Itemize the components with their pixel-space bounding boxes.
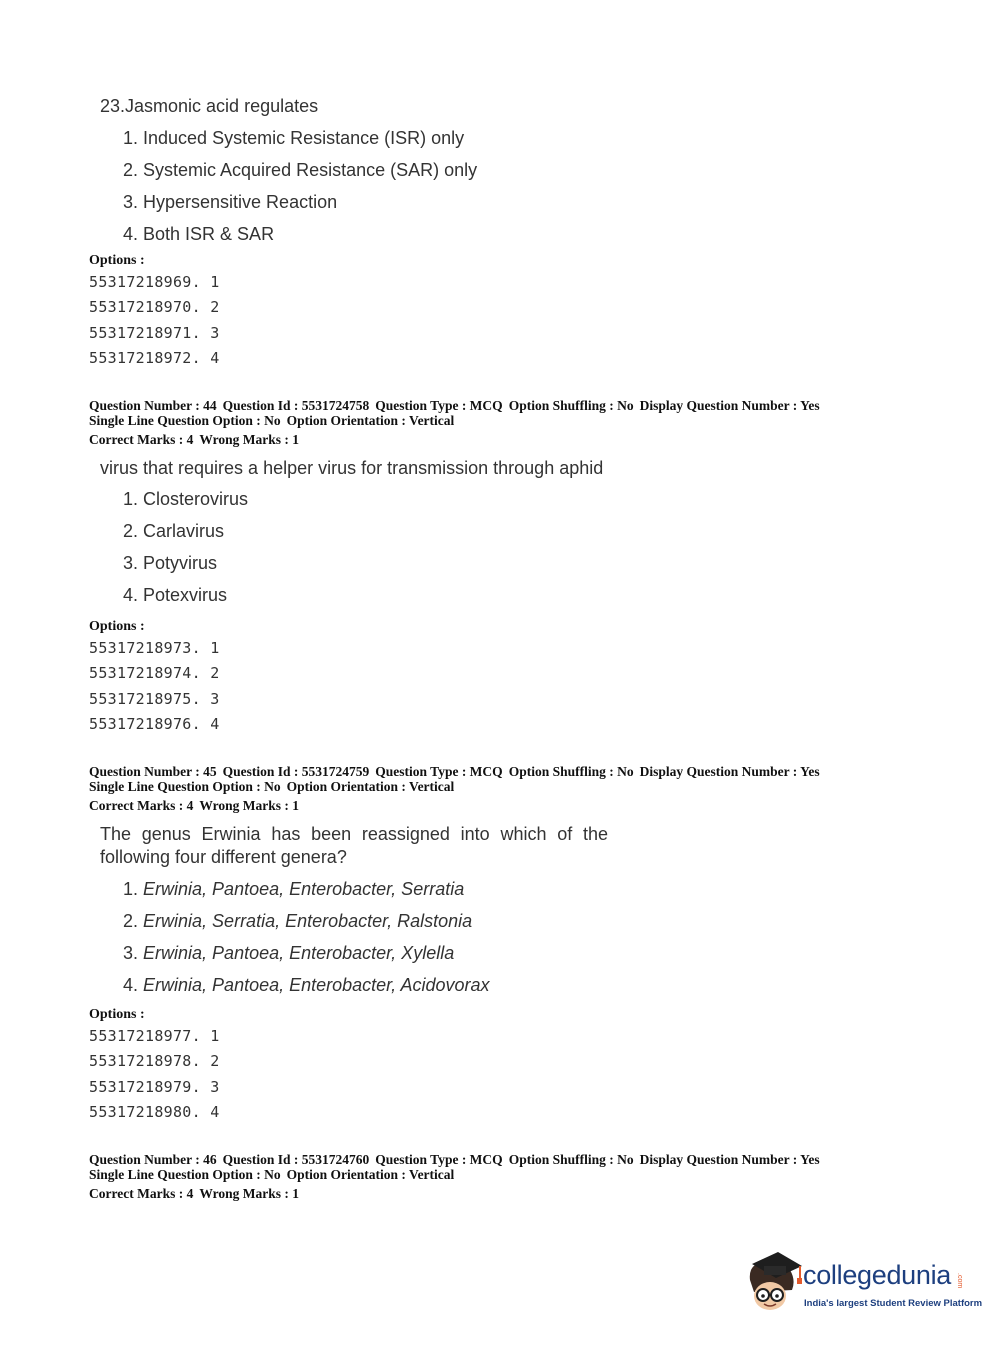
question-45-choice-4 [123, 975, 490, 996]
question-number: Question Number : 44 [89, 398, 217, 413]
question-44-option-id-4: 55317218976. 4 [89, 715, 220, 733]
option-orientation: Option Orientation : Vertical [286, 413, 455, 428]
wrong-marks: Wrong Marks : 1 [199, 798, 299, 813]
single-line-question-option: Single Line Question Option : No [89, 779, 281, 794]
question-45-option-id-2: 55317218978. 2 [89, 1052, 220, 1070]
question-type: Question Type : MCQ [375, 1152, 503, 1167]
single-line-question-option: Single Line Question Option : No [89, 1167, 281, 1182]
question-43-option-id-1: 55317218969. 1 [89, 273, 220, 291]
question-46-meta-line-2 [89, 1167, 454, 1182]
logo-domain-suffix: .com [956, 1273, 963, 1289]
choice-text: Erwinia, Pantoea, Enterobacter, Xylella [143, 943, 455, 963]
question-43-choice-1: 1. Induced Systemic Resistance (ISR) only [123, 128, 465, 148]
question-44-text: virus that requires a helper virus for transmission through aphid [100, 458, 604, 478]
wrong-marks: Wrong Marks : 1 [199, 1186, 299, 1201]
wrong-marks: Wrong Marks : 1 [199, 432, 299, 447]
question-43-choice-3: 3. Hypersensitive Reaction [123, 192, 338, 212]
choice-number: 1. [123, 879, 139, 899]
choice-text: Erwinia, Serratia, Enterobacter, Ralstonia [143, 911, 473, 931]
display-question-number: Display Question Number : Yes [639, 1152, 820, 1167]
question-44-choice-4: 4. Potexvirus [123, 585, 228, 605]
question-46-meta-line-1 [89, 1152, 820, 1167]
question-44-meta-line-1 [89, 398, 820, 413]
question-43-choice-4: 4. Both ISR & SAR [123, 224, 275, 244]
correct-marks: Correct Marks : 4 [89, 798, 194, 813]
question-44-meta-line-2 [89, 413, 454, 428]
question-id: Question Id : 5531724758 [222, 398, 370, 413]
choice-number: 3. [123, 943, 139, 963]
question-44-choice-2: 2. Carlavirus [123, 521, 225, 541]
choice-number: 4. [123, 975, 139, 995]
option-shuffling: Option Shuffling : No [508, 1152, 634, 1167]
option-shuffling: Option Shuffling : No [508, 398, 634, 413]
question-43-option-id-4: 55317218972. 4 [89, 349, 220, 367]
question-45-choice-3 [123, 943, 454, 964]
display-question-number: Display Question Number : Yes [639, 764, 820, 779]
question-number: Question Number : 45 [89, 764, 217, 779]
option-shuffling: Option Shuffling : No [508, 764, 634, 779]
question-45-meta-line-2 [89, 779, 454, 794]
question-44-meta-line-3 [89, 432, 299, 447]
question-44-choice-1: 1. Closterovirus [123, 489, 249, 509]
question-type: Question Type : MCQ [375, 398, 503, 413]
question-44-options-label: Options : [89, 619, 145, 634]
question-43-text: 23.Jasmonic acid regulates [100, 96, 319, 116]
question-44-option-id-3: 55317218975. 3 [89, 690, 220, 708]
question-45-option-id-3: 55317218979. 3 [89, 1078, 220, 1096]
correct-marks: Correct Marks : 4 [89, 432, 194, 447]
choice-number: 2. [123, 911, 139, 931]
question-46-meta-line-3 [89, 1186, 299, 1201]
collegedunia-logo [742, 1250, 983, 1320]
option-orientation: Option Orientation : Vertical [286, 779, 455, 794]
question-43-options-label: Options : [89, 253, 145, 268]
question-43-choice-2: 2. Systemic Acquired Resistance (SAR) only [123, 160, 478, 180]
question-44-option-id-2: 55317218974. 2 [89, 664, 220, 682]
question-45-option-id-1: 55317218977. 1 [89, 1027, 220, 1045]
question-45-choice-1 [123, 879, 464, 900]
question-id: Question Id : 5531724760 [222, 1152, 370, 1167]
single-line-question-option: Single Line Question Option : No [89, 413, 281, 428]
question-44-choice-3: 3. Potyvirus [123, 553, 218, 573]
correct-marks: Correct Marks : 4 [89, 1186, 194, 1201]
option-orientation: Option Orientation : Vertical [286, 1167, 455, 1182]
logo-tagline: India's largest Student Review Platform [804, 1298, 983, 1309]
question-44-option-id-1: 55317218973. 1 [89, 639, 220, 657]
question-number: Question Number : 46 [89, 1152, 217, 1167]
logo-wordmark: collegedunia [803, 1260, 952, 1290]
question-45-choice-2 [123, 911, 472, 932]
display-question-number: Display Question Number : Yes [639, 398, 820, 413]
question-43-option-id-2: 55317218970. 2 [89, 298, 220, 316]
question-type: Question Type : MCQ [375, 764, 503, 779]
question-45-option-id-4: 55317218980. 4 [89, 1103, 220, 1121]
question-45-text: The genus Erwinia has been reassigned into which of the following four different genera? [100, 824, 608, 867]
question-id: Question Id : 5531724759 [222, 764, 370, 779]
question-45-meta-line-3 [89, 798, 299, 813]
question-45-options-label: Options : [89, 1007, 145, 1022]
choice-text: Erwinia, Pantoea, Enterobacter, Serratia [143, 879, 465, 899]
mascot-graduation-cap-icon [742, 1250, 802, 1320]
question-43-option-id-3: 55317218971. 3 [89, 324, 220, 342]
question-45-meta-line-1 [89, 764, 820, 779]
choice-text: Erwinia, Pantoea, Enterobacter, Acidovorax [143, 975, 490, 995]
